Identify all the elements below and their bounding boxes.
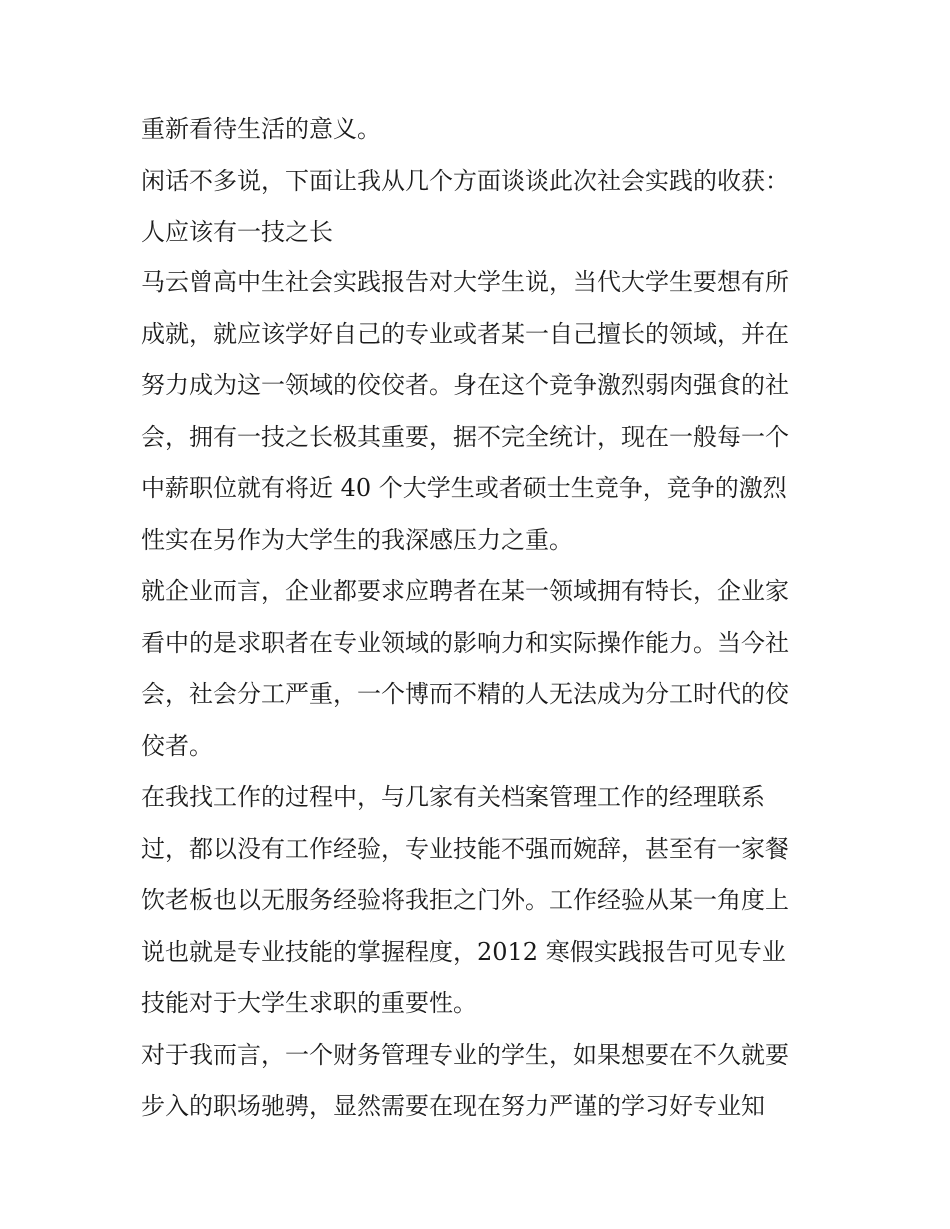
text-line: 会，拥有一技之长极其重要，据不完全统计，现在一般每一个 — [141, 422, 789, 451]
document-body — [141, 107, 821, 1136]
text-line: 佼者。 — [141, 731, 213, 760]
section-heading: 人应该有一技之长 — [141, 218, 333, 246]
text-line: 在我找工作的过程中，与几家有关档案管理工作的经理联系 — [141, 783, 765, 811]
text-line: 会，社会分工严重，一个博而不精的人无法成为分工时代的佼 — [141, 680, 789, 708]
text-line: 就企业而言，企业都要求应聘者在某一领域拥有特长，企业家 — [141, 577, 789, 605]
text-line: 中薪职位就有将近 40 个大学生或者硕士生竞争，竞争的激烈 — [141, 474, 787, 502]
text-line: 闲话不多说，下面让我从几个方面谈谈此次社会实践的收获： — [141, 166, 789, 195]
text-line: 性实在另作为大学生的我深感压力之重。 — [141, 525, 573, 554]
text-line: 过，都以没有工作经验，专业技能不强而婉辞，甚至有一家餐 — [141, 834, 789, 863]
text-line: 马云曾高中生社会实践报告对大学生说，当代大学生要想有所 — [141, 268, 789, 296]
text-line: 成就，就应该学好自己的专业或者某一自己擅长的领域，并在 — [141, 319, 789, 348]
text-line: 说也就是专业技能的掌握程度，2012 寒假实践报告可见专业 — [141, 937, 786, 966]
text-line: 步入的职场驰骋，显然需要在现在努力严谨的学习好专业知 — [141, 1092, 765, 1120]
text-line: 努力成为这一领域的佼佼者。身在这个竞争激烈弱肉强食的社 — [141, 371, 789, 399]
text-line: 重新看待生活的意义。 — [141, 115, 381, 143]
text-line: 技能对于大学生求职的重要性。 — [141, 989, 477, 1017]
text-line: 看中的是求职者在专业领域的影响力和实际操作能力。当今社 — [141, 628, 789, 657]
text-line: 对于我而言，一个财务管理专业的学生，如果想要在不久就要 — [141, 1040, 789, 1069]
text-line: 饮老板也以无服务经验将我拒之门外。工作经验从某一角度上 — [141, 886, 789, 914]
